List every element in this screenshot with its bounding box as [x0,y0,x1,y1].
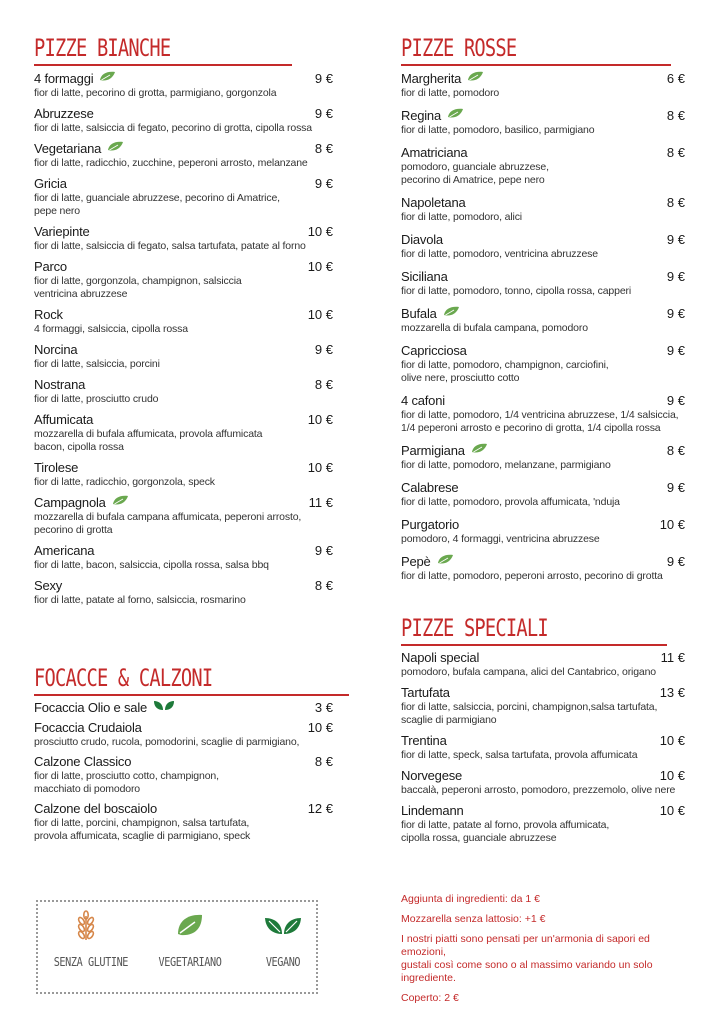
menu-item [34,719,333,749]
item-ingredients [34,275,333,301]
double-leaf-icon [263,910,303,942]
item-name: Napoli special [401,649,480,665]
item-name: Trentina [401,732,447,748]
ingredients-line: fior di latte, pomodoro [401,86,500,99]
item-name: Capricciosa [401,342,467,358]
item-name: Campagnola [34,494,106,510]
ingredients-line: cipolla rossa, guanciale abruzzese [401,831,557,844]
item-ingredients [34,817,333,843]
item-ingredients [34,594,333,607]
ingredients-line: fior di latte, gorgonzola, champignon, salsiccia [34,274,242,287]
ingredients-line: fior di latte, salsiccia di fegato, pecorino di grotta, cipolla rossa [34,121,312,134]
item-name: Regina [401,107,441,123]
item-ingredients [401,496,685,509]
item-price: 11 € [308,494,333,510]
item-name: Calzone del boscaiolo [34,800,157,816]
item-price: 9 € [666,479,685,495]
note-philosophy-line: I nostri piatti sono pensati per un'armonia di sapori ed emozioni, [401,933,650,958]
item-price: 8 € [314,140,333,156]
item-ingredients [401,570,685,583]
menu-item [34,800,333,843]
ingredients-line: fior di latte, porcini, champignon, salsa tartufata, [34,816,250,829]
menu-item [401,342,685,385]
item-name: Focaccia Olio e sale [34,699,148,715]
item-name: Gricia [34,175,67,191]
ingredients-line: olive nere, prosciutto cotto [401,371,520,384]
item-ingredients [34,770,333,796]
section-title: FOCACCE & CALZONI [34,664,213,692]
item-price: 9 € [666,392,685,408]
menu-item [34,411,333,454]
item-price: 10 € [659,802,685,818]
item-name: Amatriciana [401,144,468,160]
vegetarian-leaf-icon [443,304,460,322]
ingredients-line: macchiato di pomodoro [34,782,140,795]
item-ingredients [401,666,685,679]
note-philosophy [401,933,691,985]
section-divider [401,64,671,66]
menu-item [401,649,685,679]
item-price: 9 € [314,341,333,357]
item-ingredients [401,285,685,298]
ingredients-line: fior di latte, pomodoro, tonno, cipolla rossa, capperi [401,284,632,297]
ingredients-line: fior di latte, salsiccia di fegato, salsa tartufata, patate al forno [34,239,306,252]
ingredients-line: fior di latte, pomodoro, melanzane, parmigiano [401,458,611,471]
item-price: 10 € [659,767,685,783]
item-name: Affumicata [34,411,94,427]
legend-vegetarian [150,910,230,969]
vegetarian-leaf-icon [107,139,124,157]
item-name: Tartufata [401,684,450,700]
item-ingredients [401,459,685,472]
item-name: Sexy [34,577,63,593]
legend [36,900,318,994]
menu-item [401,767,685,797]
item-name: Napoletana [401,194,466,210]
menu-item [34,699,333,716]
ingredients-line: mozzarella di bufala affumicata, provola affumicata [34,427,263,440]
item-ingredients [401,819,685,845]
item-ingredients [34,323,333,336]
menu-item [34,494,333,537]
item-name: Parmigiana [401,442,465,458]
item-price: 9 € [666,231,685,247]
item-ingredients [401,533,685,546]
item-price: 9 € [666,268,685,284]
item-ingredients [34,157,333,170]
item-price: 10 € [307,459,333,475]
item-name: Parco [34,258,67,274]
item-name: Variepinte [34,223,90,239]
item-name: Rock [34,306,63,322]
ingredients-line: fior di latte, salsiccia, porcini [34,357,160,370]
item-price: 9 € [314,105,333,121]
section-focacce-calzoni [34,664,333,843]
menu-item [401,684,685,727]
legend-label: VEGETARIANO [158,955,222,969]
wheat-icon [72,910,100,942]
vegetarian-leaf-icon [471,441,488,459]
ingredients-line: fior di latte, patate al forno, salsiccia, rosmarino [34,593,246,606]
ingredients-line: fior di latte, pomodoro, 1/4 ventricina abruzzese, 1/4 salsiccia, [401,408,679,421]
vegetarian-leaf-icon [437,552,454,570]
item-ingredients [401,409,685,435]
ingredients-line: pomodoro, guanciale abruzzese, [401,160,549,173]
item-price: 9 € [666,342,685,358]
vegetarian-leaf-icon [99,69,116,87]
ingredients-line: pepe nero [34,204,80,217]
item-ingredients [34,476,333,489]
item-price: 8 € [666,144,685,160]
menu-list [34,699,333,843]
menu-item [401,442,685,472]
menu-item [401,268,685,298]
item-name: Abruzzese [34,105,94,121]
item-name: Margherita [401,70,462,86]
menu-item [34,753,333,796]
item-ingredients [34,240,333,253]
item-price: 8 € [666,194,685,210]
leaf-icon [175,910,205,942]
item-ingredients [401,749,685,762]
item-price: 9 € [314,542,333,558]
vegetarian-leaf-icon [467,69,484,87]
menu-item [34,459,333,489]
section-title: PIZZE SPECIALI [401,614,548,642]
item-name: Tirolese [34,459,79,475]
item-price: 8 € [314,753,333,769]
ingredients-line: fior di latte, prosciutto crudo [34,392,159,405]
item-name: Focaccia Crudaiola [34,719,142,735]
item-name: Vegetariana [34,140,102,156]
ingredients-line: fior di latte, bacon, salsiccia, cipolla rossa, salsa bbq [34,558,269,571]
item-name: Bufala [401,305,437,321]
section-pizze-bianche [34,34,333,607]
item-price: 10 € [307,258,333,274]
item-price: 13 € [659,684,685,700]
item-ingredients [401,701,685,727]
ingredients-line: baccalà, peperoni arrosto, pomodoro, prezzemolo, olive nere [401,783,676,796]
menu-item [401,732,685,762]
item-name: 4 cafoni [401,392,445,408]
item-ingredients [34,358,333,371]
menu-list [34,70,333,607]
item-price: 10 € [307,411,333,427]
item-name: Diavola [401,231,443,247]
item-price: 10 € [307,223,333,239]
ingredients-line: scaglie di parmigiano [401,713,497,726]
item-price: 9 € [666,305,685,321]
item-name: Lindemann [401,802,464,818]
ingredients-line: pecorino di grotta [34,523,113,536]
ingredients-line: mozzarella di bufala campana, pomodoro [401,321,588,334]
item-name: Norcina [34,341,78,357]
ingredients-line: fior di latte, patate al forno, provola affumicata, [401,818,610,831]
menu-item [401,392,685,435]
item-name: Pepè [401,553,431,569]
menu-item [401,194,685,224]
ingredients-line: fior di latte, guanciale abruzzese, pecorino di Amatrice, [34,191,280,204]
menu-item [401,305,685,335]
ingredients-line: fior di latte, speck, salsa tartufata, provola affumicata [401,748,638,761]
item-ingredients [34,736,333,749]
ingredients-line: fior di latte, pomodoro, basilico, parmigiano [401,123,595,136]
ingredients-line: 4 formaggi, salsiccia, cipolla rossa [34,322,188,335]
ingredients-line: pecorino di Amatrice, pepe nero [401,173,545,186]
vegetarian-leaf-icon [112,493,129,511]
ingredients-line: fior di latte, pecorino di grotta, parmigiano, gorgonzola [34,86,277,99]
ingredients-line: fior di latte, pomodoro, alici [401,210,522,223]
menu-item [401,479,685,509]
item-price: 10 € [659,516,685,532]
ingredients-line: fior di latte, radicchio, gorgonzola, speck [34,475,215,488]
section-title: PIZZE BIANCHE [34,34,171,62]
ingredients-line: pomodoro, bufala campana, alici del Cantabrico, origano [401,665,656,678]
legend-vegan [248,910,318,969]
ingredients-line: pomodoro, 4 formaggi, ventricina abruzzese [401,532,600,545]
item-price: 10 € [307,306,333,322]
ingredients-line: provola affumicata, scaglie di parmigiano, speck [34,829,251,842]
menu-item [34,105,333,135]
section-divider [34,64,292,66]
ingredients-line: bacon, cipolla rossa [34,440,124,453]
item-ingredients [34,87,333,100]
menu-item [34,341,333,371]
menu-item [401,516,685,546]
item-name: Norvegese [401,767,463,783]
ingredients-line: mozzarella di bufala campana affumicata, peperoni arrosto, [34,510,302,523]
section-pizze-speciali [401,614,685,845]
menu-item [34,70,333,100]
item-name: Calzone Classico [34,753,132,769]
item-price: 10 € [659,732,685,748]
item-name: Nostrana [34,376,86,392]
item-price: 8 € [314,376,333,392]
item-price: 8 € [314,577,333,593]
note-extra-ingredients: Aggiunta di ingredienti: da 1 € [401,893,540,905]
item-ingredients [34,511,333,537]
note-philosophy-line: gustali così come sono o al massimo variando un solo ingrediente. [401,959,653,984]
item-name: Siciliana [401,268,448,284]
notes [401,893,691,1012]
menu-item [34,140,333,170]
ingredients-line: 1/4 peperoni arrosto e pecorino di grotta, 1/4 cipolla rossa [401,421,661,434]
menu-item [401,231,685,261]
item-price: 8 € [666,442,685,458]
menu-item [401,144,685,187]
note-lactose-free: Mozzarella senza lattosio: +1 € [401,913,546,925]
item-ingredients [401,322,685,335]
menu-list [401,70,685,583]
item-ingredients [401,248,685,261]
item-ingredients [401,211,685,224]
item-ingredients [34,393,333,406]
menu-item [34,306,333,336]
item-name: Calabrese [401,479,459,495]
item-name: Purgatorio [401,516,459,532]
menu-item [34,175,333,218]
section-pizze-rosse [401,34,685,583]
item-ingredients [401,359,685,385]
item-ingredients [34,192,333,218]
item-price: 9 € [314,175,333,191]
item-price: 9 € [666,553,685,569]
item-name: 4 formaggi [34,70,94,86]
ingredients-line: fior di latte, radicchio, zucchine, peperoni arrosto, melanzane [34,156,308,169]
legend-gluten-free [48,910,129,969]
menu-item [34,376,333,406]
ingredients-line: ventricina abruzzese [34,287,128,300]
menu-item [401,107,685,137]
item-price: 12 € [307,800,333,816]
menu-item [34,258,333,301]
section-title: PIZZE ROSSE [401,34,517,62]
item-ingredients [34,559,333,572]
menu-item [34,542,333,572]
menu-item [401,70,685,100]
item-ingredients [34,428,333,454]
item-ingredients [401,784,685,797]
item-ingredients [34,122,333,135]
item-ingredients [401,161,685,187]
item-price: 9 € [314,70,333,86]
ingredients-line: fior di latte, pomodoro, provola affumicata, 'nduja [401,495,620,508]
item-price: 6 € [666,70,685,86]
legend-label: VEGANO [265,955,301,969]
vegetarian-leaf-icon [447,106,464,124]
ingredients-line: fior di latte, pomodoro, peperoni arrosto, pecorino di grotta [401,569,663,582]
ingredients-line: fior di latte, salsiccia, porcini, champignon,salsa tartufata, [401,700,658,713]
vegan-icon [153,698,175,716]
menu-item [401,553,685,583]
ingredients-line: fior di latte, prosciutto cotto, champignon, [34,769,219,782]
item-ingredients [401,124,685,137]
menu-item [34,577,333,607]
item-price: 3 € [314,699,333,715]
legend-label: SENZA GLUTINE [53,955,129,969]
item-price: 10 € [307,719,333,735]
menu-item [34,223,333,253]
ingredients-line: fior di latte, pomodoro, champignon, carciofini, [401,358,609,371]
menu-list [401,649,685,845]
note-cover: Coperto: 2 € [401,992,459,1004]
section-divider [34,694,349,696]
ingredients-line: prosciutto crudo, rucola, pomodorini, scaglie di parmigiano, [34,735,300,748]
item-price: 8 € [666,107,685,123]
ingredients-line: fior di latte, pomodoro, ventricina abruzzese [401,247,598,260]
section-divider [401,644,667,646]
menu-item [401,802,685,845]
item-ingredients [401,87,685,100]
item-price: 11 € [660,649,685,665]
item-name: Americana [34,542,95,558]
